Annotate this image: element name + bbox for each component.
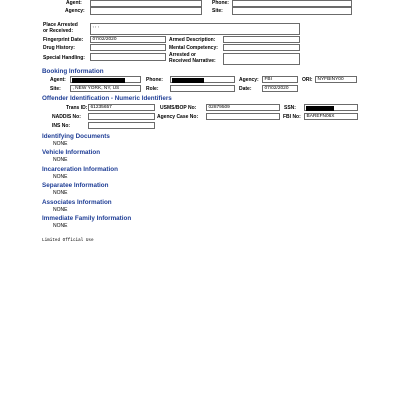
- ssn-field: [304, 104, 358, 111]
- redaction-bar: [72, 78, 125, 83]
- booking-ori-label: ORI:: [302, 77, 313, 83]
- booking-phone-label: Phone:: [146, 77, 163, 83]
- top-agency-field: [90, 7, 202, 15]
- top-site-label: Site:: [212, 8, 223, 14]
- drug-history-field: [90, 44, 166, 51]
- usms-bop-field: 02879509: [206, 104, 280, 111]
- special-handling-field: [90, 53, 166, 61]
- booking-site-field: , NEW YORK, NY, US: [70, 85, 141, 92]
- redaction-bar: [306, 106, 334, 111]
- booking-agent-field: [70, 76, 141, 83]
- booking-role-label: Role:: [146, 86, 159, 92]
- top-agent-field: [90, 0, 202, 7]
- booking-date-label: Date:: [239, 86, 252, 92]
- place-arrested-label: Place Arrested or Received:: [43, 22, 78, 34]
- special-handling-label: Special Handling:: [43, 55, 85, 61]
- ssn-label: SSN:: [284, 105, 296, 111]
- booking-agency-label: Agency:: [239, 77, 259, 83]
- top-phone-field: [232, 0, 352, 7]
- fingerprint-date-field: 07/02/2020: [90, 36, 166, 43]
- booking-agent-label: Agent:: [50, 77, 66, 83]
- incarceration-information-value: NONE: [53, 174, 68, 180]
- agency-case-field: [206, 113, 280, 120]
- arrested-narrative-label: Arrested or Received Narrative:: [169, 52, 216, 64]
- trans-id-label: Trans ID:: [66, 105, 88, 111]
- booking-date-field: 07/02/2020: [262, 85, 298, 92]
- vehicle-information-value: NONE: [53, 157, 68, 163]
- top-phone-label: Phone:: [212, 0, 229, 6]
- booking-agency-field: FBI: [262, 76, 298, 83]
- fbi-no-label: FBI No:: [283, 114, 301, 120]
- associates-information-heading: Associates Information: [42, 199, 112, 206]
- top-agent-label: Agent:: [66, 0, 82, 6]
- page-footer-classification: Limited Official Use: [42, 238, 94, 243]
- armed-description-label: Armed Description:: [169, 37, 216, 43]
- mental-competency-label: Mental Competency:: [169, 45, 218, 51]
- mental-competency-field: [223, 44, 300, 51]
- booking-information-heading: Booking Information: [42, 68, 104, 75]
- place-arrested-field: , , ,: [90, 23, 300, 35]
- trans-id-field: 61235657: [88, 104, 155, 111]
- incarceration-information-heading: Incarceration Information: [42, 166, 118, 173]
- redaction-bar: [172, 78, 204, 83]
- ins-label: INS No:: [52, 123, 71, 129]
- arrested-narrative-field: [223, 53, 300, 65]
- offender-identification-heading: Offender Identification - Numeric Identifiers: [42, 95, 172, 102]
- booking-ori-field: NYFBINY00: [315, 76, 357, 83]
- immediate-family-information-value: NONE: [53, 223, 68, 229]
- separatee-information-value: NONE: [53, 190, 68, 196]
- booking-role-field: [170, 85, 235, 92]
- agency-case-label: Agency Case No:: [157, 114, 199, 120]
- vehicle-information-heading: Vehicle Information: [42, 149, 101, 156]
- naddis-field: [88, 113, 155, 120]
- armed-description-field: [223, 36, 300, 43]
- separatee-information-heading: Separatee Information: [42, 182, 109, 189]
- ins-field: [88, 122, 155, 129]
- associates-information-value: NONE: [53, 207, 68, 213]
- booking-site-label: Site:: [50, 86, 61, 92]
- drug-history-label: Drug History:: [43, 45, 75, 51]
- fbi-no-field: BAREFN06X: [304, 113, 358, 120]
- fingerprint-date-label: Fingerprint Date:: [43, 37, 84, 43]
- identifying-documents-heading: Identifying Documents: [42, 133, 110, 140]
- usms-bop-label: USMS/BOP No:: [160, 105, 197, 111]
- naddis-label: NADDIS No:: [52, 114, 81, 120]
- top-agency-label: Agency:: [65, 8, 85, 14]
- identifying-documents-value: NONE: [53, 141, 68, 147]
- top-site-field: [232, 7, 352, 15]
- immediate-family-information-heading: Immediate Family Information: [42, 215, 132, 222]
- booking-phone-field: [170, 76, 235, 83]
